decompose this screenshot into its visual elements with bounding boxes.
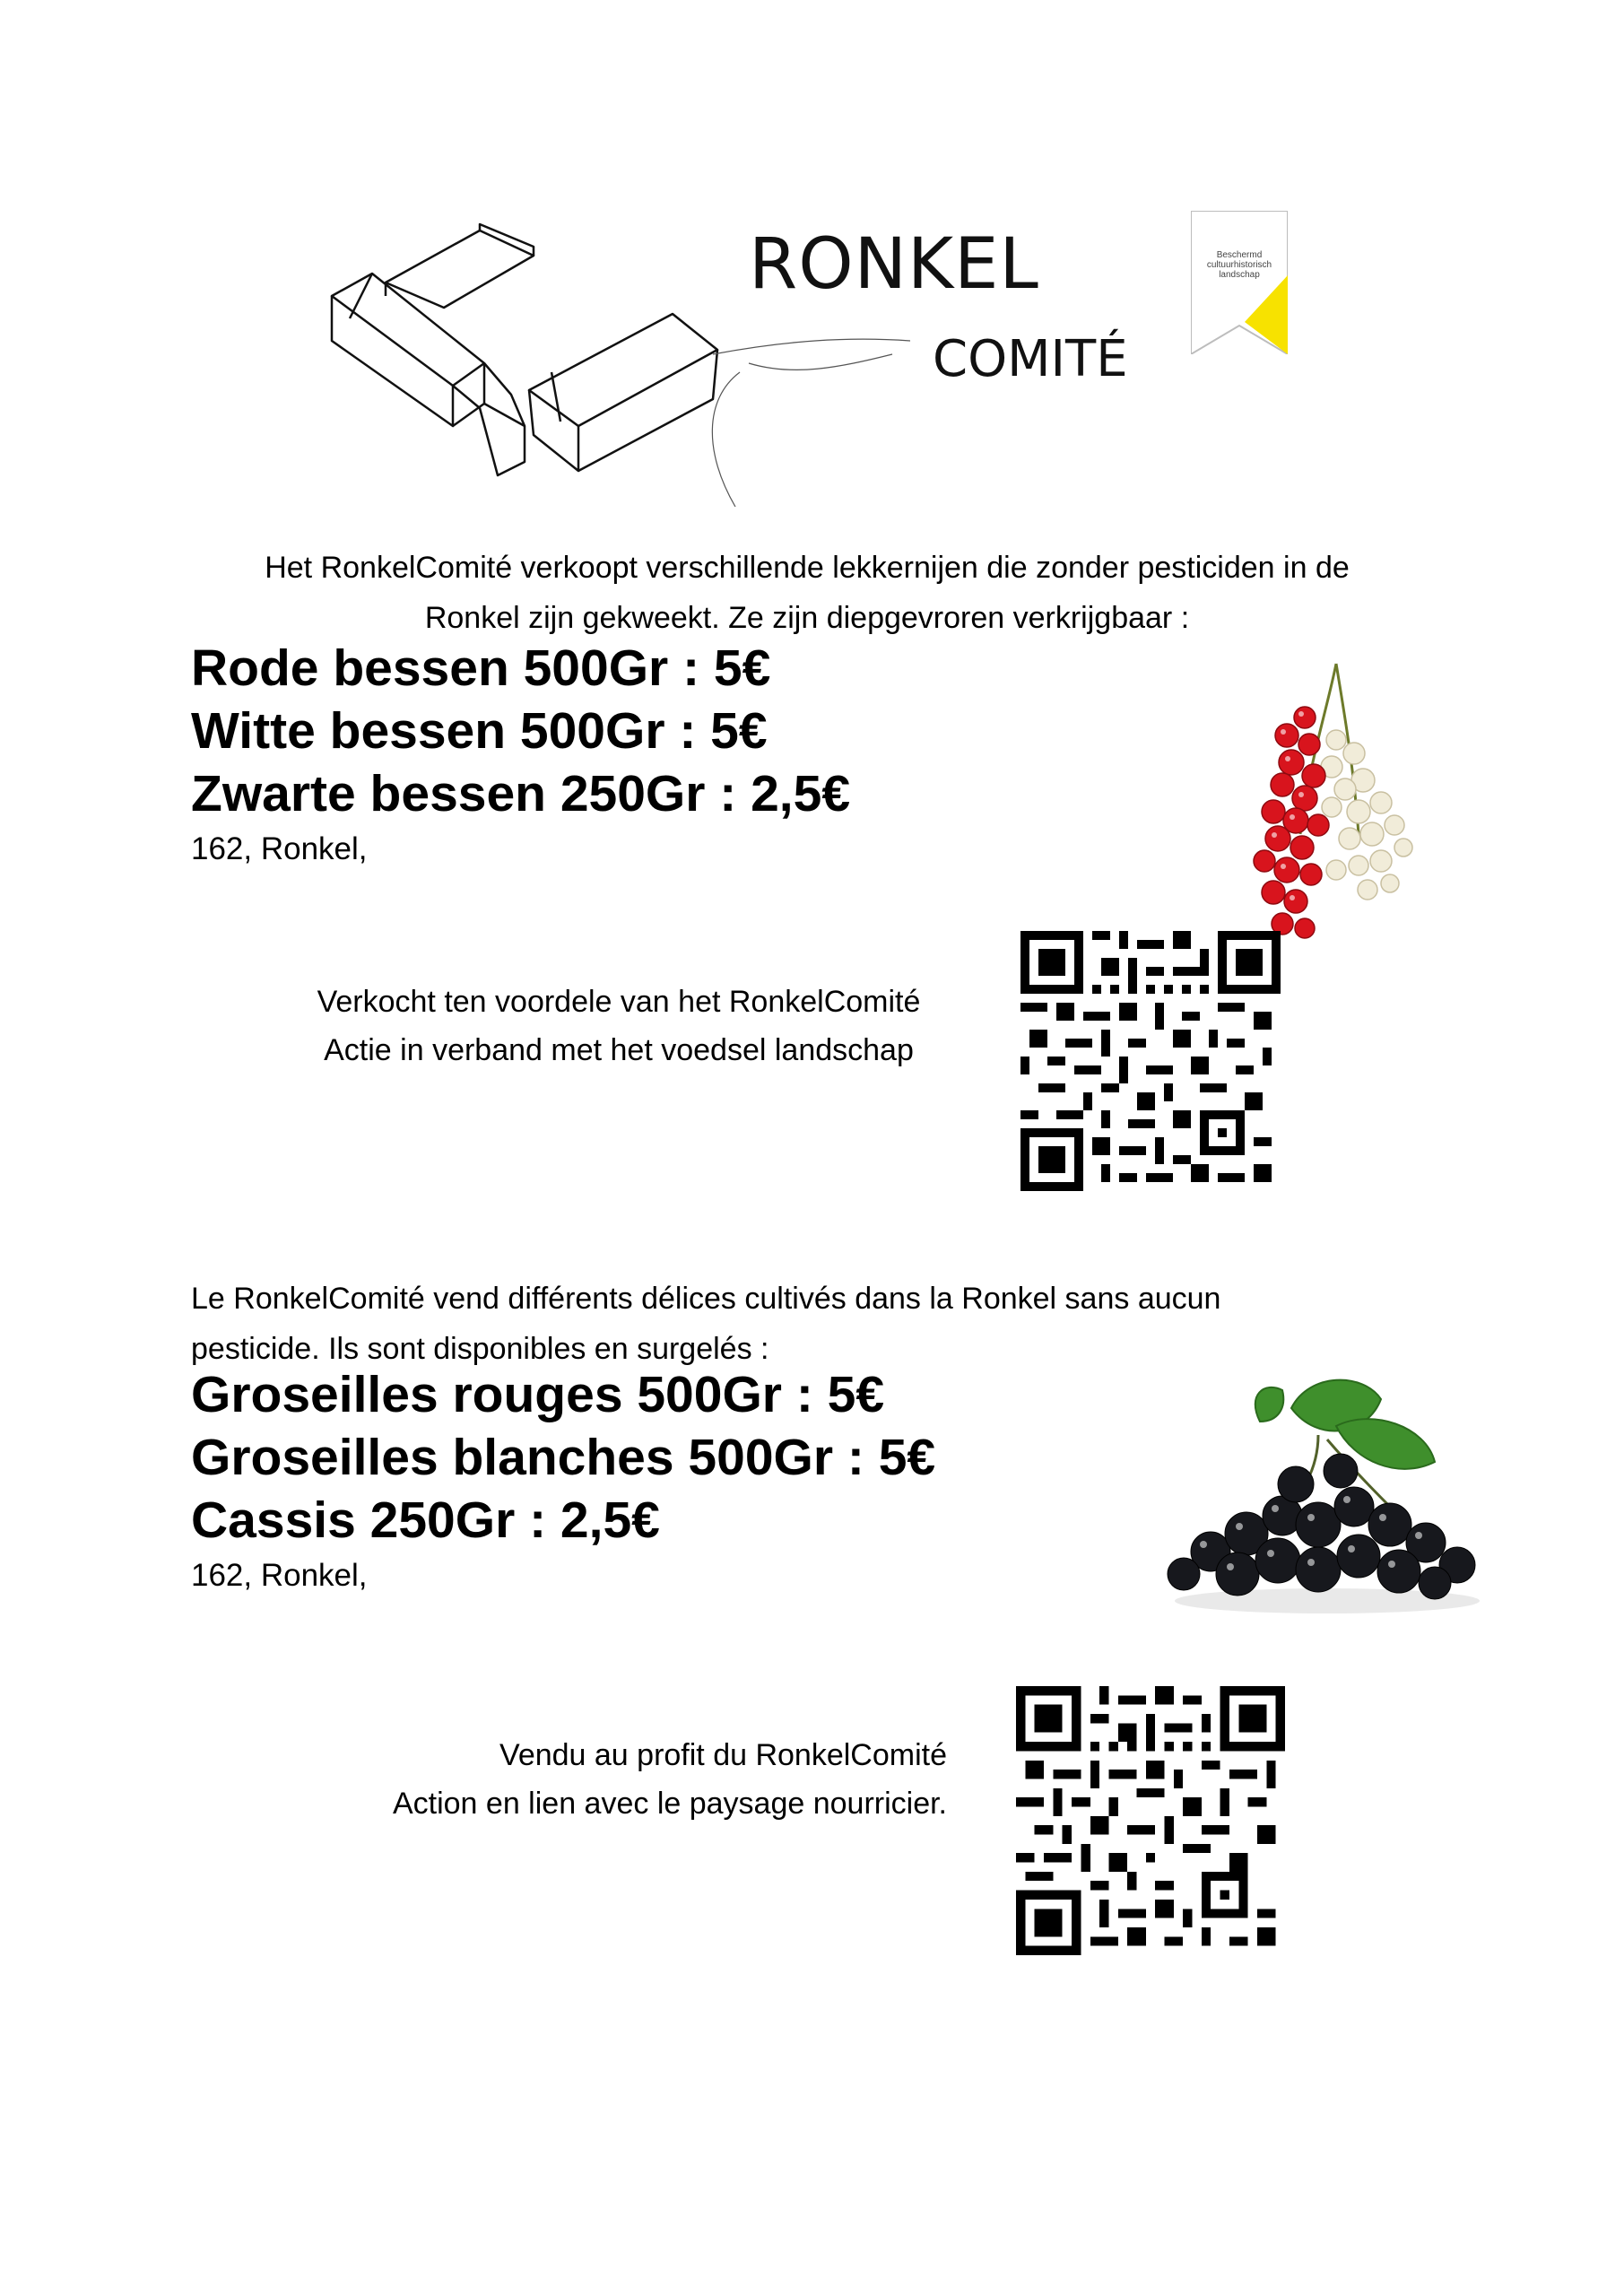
price-white-currants-nl: Witte bessen 500Gr : 5€ — [191, 702, 768, 760]
badge-line-3: landschap — [1219, 270, 1260, 280]
protected-landscape-badge — [1191, 211, 1288, 354]
dutch-note-line-1: Verkocht ten voordele van het RonkelComité — [317, 985, 921, 1019]
price-red-currants-nl: Rode bessen 500Gr : 5€ — [191, 639, 771, 697]
red-and-white-currants-image — [1202, 655, 1435, 951]
blackcurrants-image — [1139, 1372, 1498, 1623]
french-note-line-2: Action en lien avec le paysage nourricier. — [392, 1787, 947, 1821]
price-red-currants-fr: Groseilles rouges 500Gr : 5€ — [191, 1366, 885, 1423]
dutch-note — [287, 978, 951, 1074]
dutch-intro-line-1: Het RonkelComité verkoopt verschillende lekkernijen die zonder pesticiden in de — [265, 551, 1350, 585]
badge-line-1: Beschermd — [1216, 250, 1263, 260]
logo-subtitle: COMITÉ — [933, 330, 1128, 388]
dutch-intro — [135, 543, 1480, 643]
dutch-note-line-2: Actie in verband met het voedsel landschap — [324, 1033, 914, 1067]
french-price-list — [191, 1363, 935, 1598]
badge-ribbon-icon — [1191, 211, 1288, 354]
french-intro-line-1: Le RonkelComité vend différents délices cultivés dans la Ronkel sans aucun — [191, 1282, 1221, 1316]
french-intro — [191, 1274, 1220, 1374]
address-fr: 162, Ronkel, — [191, 1558, 368, 1593]
logo-title: RONKEL — [749, 224, 1039, 305]
french-note-line-1: Vendu au profit du RonkelComité — [499, 1738, 947, 1772]
dutch-intro-line-2: Ronkel zijn gekweekt. Ze zijn diepgevroren verkrijgbaar : — [424, 601, 1190, 635]
badge-line-2: cultuurhistorisch — [1206, 260, 1272, 270]
dutch-price-list — [191, 637, 850, 872]
price-black-currants-nl: Zwarte bessen 250Gr : 2,5€ — [191, 765, 851, 822]
price-white-currants-fr: Groseilles blanches 500Gr : 5€ — [191, 1429, 936, 1486]
price-blackcurrants-fr: Cassis 250Gr : 2,5€ — [191, 1492, 660, 1549]
french-intro-line-2: pesticide. Ils sont disponibles en surgelés : — [191, 1332, 769, 1366]
qr-code-nl[interactable] — [1020, 931, 1281, 1191]
address-nl: 162, Ronkel, — [191, 831, 368, 866]
qr-code-fr[interactable] — [1016, 1686, 1285, 1955]
french-note — [323, 1731, 947, 1828]
